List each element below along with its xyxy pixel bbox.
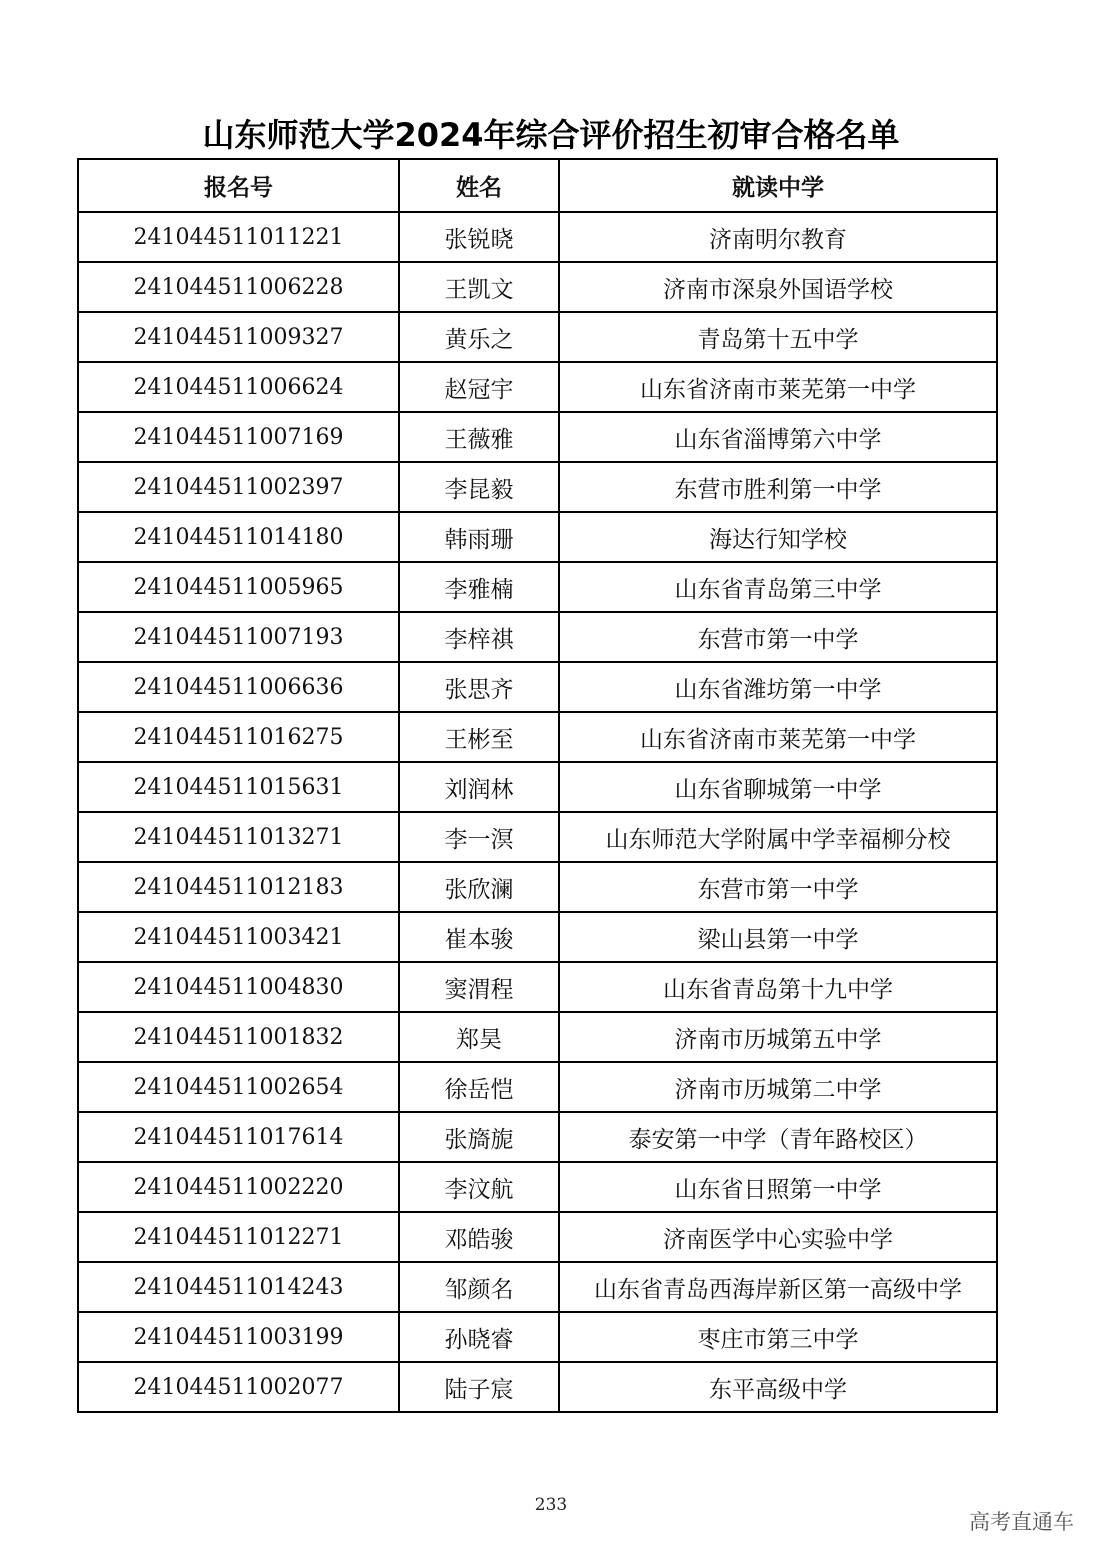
table-row xyxy=(78,1262,997,1312)
school-name-cell: 梁山县第一中学 xyxy=(559,912,997,962)
table-row xyxy=(78,862,997,912)
school-name-cell: 枣庄市第三中学 xyxy=(559,1312,997,1362)
table-row xyxy=(78,1062,997,1112)
registration-number-cell: 241044511007169 xyxy=(78,412,399,462)
registration-number-cell: 241044511002077 xyxy=(78,1362,399,1412)
registration-number-cell: 241044511017614 xyxy=(78,1112,399,1162)
registration-number-cell: 241044511015631 xyxy=(78,762,399,812)
school-name-cell: 山东省淄博第六中学 xyxy=(559,412,997,462)
table-row xyxy=(78,212,997,262)
student-name-cell: 王彬至 xyxy=(399,712,559,762)
registration-number-cell: 241044511013271 xyxy=(78,812,399,862)
school-name-cell: 山东师范大学附属中学幸福柳分校 xyxy=(559,812,997,862)
student-name-cell: 邓皓骏 xyxy=(399,1212,559,1262)
registration-number-cell: 241044511014180 xyxy=(78,512,399,562)
table-row xyxy=(78,462,997,512)
table-row xyxy=(78,562,997,612)
table-body xyxy=(78,212,997,1412)
student-name-cell: 黄乐之 xyxy=(399,312,559,362)
school-name-cell: 山东省青岛第三中学 xyxy=(559,562,997,612)
table-row xyxy=(78,612,997,662)
school-name-cell: 山东省聊城第一中学 xyxy=(559,762,997,812)
student-name-cell: 张思齐 xyxy=(399,662,559,712)
school-name-cell: 海达行知学校 xyxy=(559,512,997,562)
registration-number-cell: 241044511016275 xyxy=(78,712,399,762)
student-name-cell: 张欣澜 xyxy=(399,862,559,912)
registration-number-cell: 241044511001832 xyxy=(78,1012,399,1062)
student-name-cell: 王凯文 xyxy=(399,262,559,312)
registration-number-cell: 241044511003199 xyxy=(78,1312,399,1362)
registration-number-cell: 241044511006228 xyxy=(78,262,399,312)
school-name-cell: 济南市历城第二中学 xyxy=(559,1062,997,1112)
registration-number-cell: 241044511005965 xyxy=(78,562,399,612)
watermark: 高考直通车 xyxy=(969,1510,1074,1534)
registration-number-cell: 241044511002654 xyxy=(78,1062,399,1112)
registration-number-cell: 241044511009327 xyxy=(78,312,399,362)
registration-number-cell: 241044511014243 xyxy=(78,1262,399,1312)
school-name-cell: 青岛第十五中学 xyxy=(559,312,997,362)
table-row xyxy=(78,662,997,712)
table-row xyxy=(78,812,997,862)
school-name-cell: 济南明尔教育 xyxy=(559,212,997,262)
school-name-cell: 东营市第一中学 xyxy=(559,862,997,912)
student-name-cell: 韩雨珊 xyxy=(399,512,559,562)
registration-number-cell: 241044511007193 xyxy=(78,612,399,662)
page-number: 233 xyxy=(534,1495,568,1515)
table-row xyxy=(78,912,997,962)
registration-number-cell: 241044511011221 xyxy=(78,212,399,262)
student-name-cell: 刘润林 xyxy=(399,762,559,812)
table-row xyxy=(78,362,997,412)
table-header-row xyxy=(78,159,997,212)
student-name-cell: 张锐晓 xyxy=(399,212,559,262)
table-row xyxy=(78,1012,997,1062)
table-row xyxy=(78,262,997,312)
table-row xyxy=(78,412,997,462)
student-name-cell: 郑昊 xyxy=(399,1012,559,1062)
student-name-cell: 邹颜名 xyxy=(399,1262,559,1312)
table-row xyxy=(78,1212,997,1262)
table-row xyxy=(78,512,997,562)
registration-number-cell: 241044511003421 xyxy=(78,912,399,962)
registration-number-cell: 241044511006624 xyxy=(78,362,399,412)
school-name-cell: 济南市历城第五中学 xyxy=(559,1012,997,1062)
header-school: 就读中学 xyxy=(559,159,997,212)
header-registration-number: 报名号 xyxy=(78,159,399,212)
table-row xyxy=(78,1162,997,1212)
school-name-cell: 山东省济南市莱芜第一中学 xyxy=(559,712,997,762)
student-name-cell: 李汶航 xyxy=(399,1162,559,1212)
student-name-cell: 崔本骏 xyxy=(399,912,559,962)
school-name-cell: 山东省济南市莱芜第一中学 xyxy=(559,362,997,412)
school-name-cell: 东营市胜利第一中学 xyxy=(559,462,997,512)
registration-number-cell: 241044511004830 xyxy=(78,962,399,1012)
table-row xyxy=(78,1112,997,1162)
school-name-cell: 东营市第一中学 xyxy=(559,612,997,662)
school-name-cell: 济南医学中心实验中学 xyxy=(559,1212,997,1262)
registration-number-cell: 241044511006636 xyxy=(78,662,399,712)
student-name-cell: 陆子宸 xyxy=(399,1362,559,1412)
school-name-cell: 山东省青岛第十九中学 xyxy=(559,962,997,1012)
student-name-cell: 李雅楠 xyxy=(399,562,559,612)
student-name-cell: 张旖旎 xyxy=(399,1112,559,1162)
school-name-cell: 东平高级中学 xyxy=(559,1362,997,1412)
document-title: 山东师范大学2024年综合评价招生初审合格名单 xyxy=(202,116,900,154)
student-name-cell: 赵冠宇 xyxy=(399,362,559,412)
registration-number-cell: 241044511012183 xyxy=(78,862,399,912)
registration-number-cell: 241044511002397 xyxy=(78,462,399,512)
table-row xyxy=(78,1312,997,1362)
student-name-cell: 王薇雅 xyxy=(399,412,559,462)
school-name-cell: 山东省日照第一中学 xyxy=(559,1162,997,1212)
student-name-cell: 李昆毅 xyxy=(399,462,559,512)
table-row xyxy=(78,712,997,762)
school-name-cell: 泰安第一中学（青年路校区） xyxy=(559,1112,997,1162)
registration-number-cell: 241044511012271 xyxy=(78,1212,399,1262)
registration-number-cell: 241044511002220 xyxy=(78,1162,399,1212)
school-name-cell: 山东省青岛西海岸新区第一高级中学 xyxy=(559,1262,997,1312)
table-row xyxy=(78,1362,997,1412)
admission-list-table xyxy=(77,158,998,1413)
table-row xyxy=(78,762,997,812)
table-row xyxy=(78,962,997,1012)
student-name-cell: 窦渭程 xyxy=(399,962,559,1012)
student-name-cell: 徐岳恺 xyxy=(399,1062,559,1112)
student-name-cell: 孙晓睿 xyxy=(399,1312,559,1362)
student-name-cell: 李梓祺 xyxy=(399,612,559,662)
school-name-cell: 济南市深泉外国语学校 xyxy=(559,262,997,312)
table-row xyxy=(78,312,997,362)
school-name-cell: 山东省潍坊第一中学 xyxy=(559,662,997,712)
student-name-cell: 李一溟 xyxy=(399,812,559,862)
header-name: 姓名 xyxy=(399,159,559,212)
